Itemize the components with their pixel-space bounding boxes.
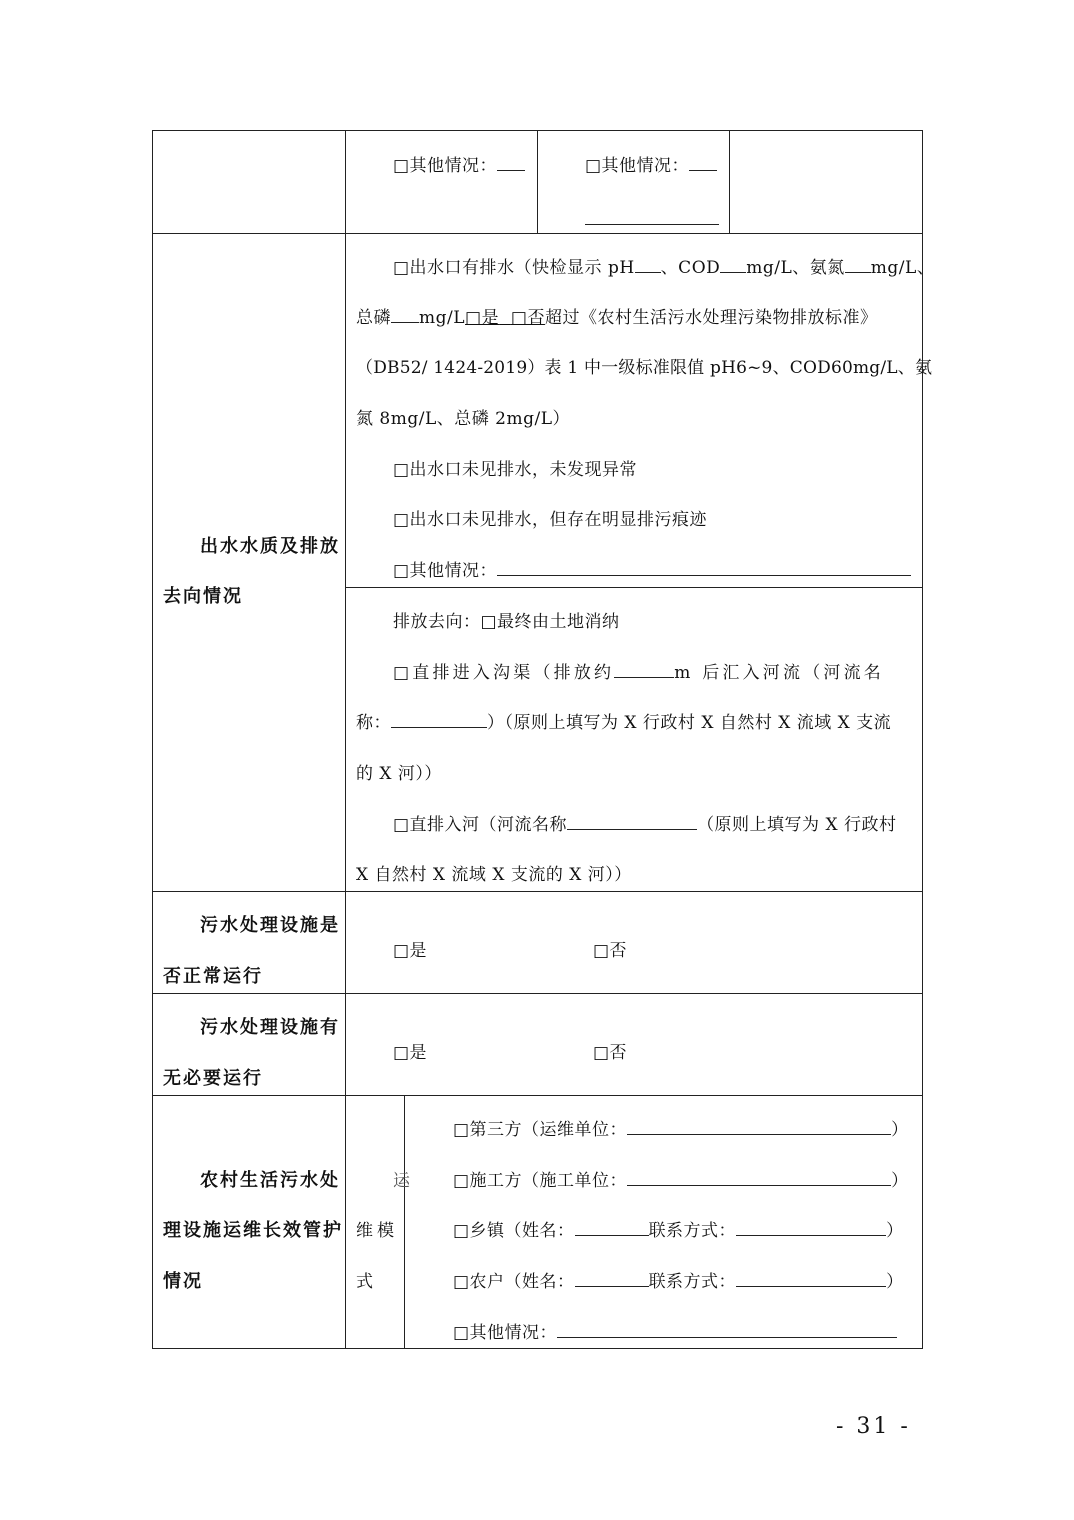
necessity-label-line1: 污水处理设施有 (200, 1017, 340, 1038)
table-border-right (922, 130, 923, 1349)
column-divider (729, 130, 730, 233)
necessity-no-checkbox[interactable]: □否 (593, 1043, 628, 1063)
row-divider (152, 1095, 923, 1096)
effluent-standard-line4: 氮 8mg/L、总磷 2mg/L） (356, 409, 570, 429)
fill-blank-line (585, 224, 719, 225)
column-divider (345, 130, 346, 1349)
effluent-option-discharge-line2: 总磷 mg/L□是 □否超过《农村生活污水处理污染物排放标准》 (356, 308, 878, 328)
maintenance-option-third-party[interactable]: □第三方（运维单位： ） (453, 1120, 909, 1140)
checkbox-yes[interactable]: □是 (465, 308, 500, 328)
maintenance-option-township[interactable]: □乡镇（姓名： 联系方式： ） (453, 1221, 904, 1241)
other-situation-col3: □其他情况： (585, 154, 717, 178)
effluent-standard-line3: （DB52/ 1424-2019）表 1 中一级标准限值 pH6~9、COD60mg/L、氨 (356, 358, 933, 378)
column-divider (537, 130, 538, 233)
discharge-direction-land[interactable]: 排放去向：□最终由土地消纳 (393, 612, 620, 632)
mode-label-line2: 维模 (356, 1221, 398, 1241)
discharge-direction-river-line2: X 自然村 X 流域 X 支流的 X 河）） (356, 865, 632, 885)
necessity-label-line2: 无必要运行 (163, 1068, 263, 1089)
row-divider (152, 993, 923, 994)
effluent-option-traces[interactable]: □出水口未见排水，但存在明显排污痕迹 (393, 510, 708, 530)
maintenance-label-line1: 农村生活污水处 (200, 1170, 340, 1191)
necessity-yes-checkbox[interactable]: □是 (393, 1043, 428, 1063)
discharge-direction-ditch[interactable]: □直排进入沟渠（排放约 m 后汇入河流（河流名 (393, 663, 884, 683)
maintenance-label-line2: 理设施运维长效管护 (163, 1220, 343, 1241)
other-situation-col2: □其他情况： (393, 154, 525, 178)
column-divider (404, 1095, 405, 1348)
effluent-label-line2: 去向情况 (163, 586, 243, 607)
row-divider (152, 891, 923, 892)
normal-operation-label-line1: 污水处理设施是 (200, 915, 340, 936)
table-border-bottom (152, 1348, 923, 1349)
normal-operation-no-checkbox[interactable]: □否 (593, 941, 628, 961)
mode-label-line3: 式 (356, 1272, 374, 1292)
discharge-direction-river[interactable]: □直排入河（河流名称 （原则上填写为 X 行政村 (393, 815, 897, 835)
effluent-label-line1: 出水水质及排放 (200, 536, 340, 557)
maintenance-option-farmer[interactable]: □农户（姓名： 联系方式： ） (453, 1272, 904, 1292)
mode-label-line1: 运 (393, 1171, 411, 1191)
discharge-direction-ditch-line3: 的 X 河）） (356, 764, 442, 784)
maintenance-label-line3: 情况 (163, 1271, 203, 1292)
normal-operation-yes-checkbox[interactable]: □是 (393, 941, 428, 961)
normal-operation-label-line2: 否正常运行 (163, 966, 263, 987)
table-border-left (152, 130, 153, 1349)
cell-divider (345, 587, 923, 588)
effluent-option-discharge: □出水口有排水（快检显示 pH 、COD mg/L、氨氮 mg/L、 (393, 258, 935, 278)
page-number: - 31 - (836, 1414, 911, 1439)
discharge-direction-ditch-line2: 称： ）（原则上填写为 X 行政村 X 自然村 X 流域 X 支流 (356, 713, 892, 733)
row-divider (152, 233, 923, 234)
checkbox-no[interactable]: □否 (510, 308, 545, 328)
maintenance-option-contractor[interactable]: □施工方（施工单位： ） (453, 1171, 909, 1191)
effluent-option-other[interactable]: □其他情况： (393, 559, 911, 583)
maintenance-option-other[interactable]: □其他情况： (453, 1321, 897, 1345)
effluent-option-no-discharge[interactable]: □出水口未见排水，未发现异常 (393, 460, 638, 480)
